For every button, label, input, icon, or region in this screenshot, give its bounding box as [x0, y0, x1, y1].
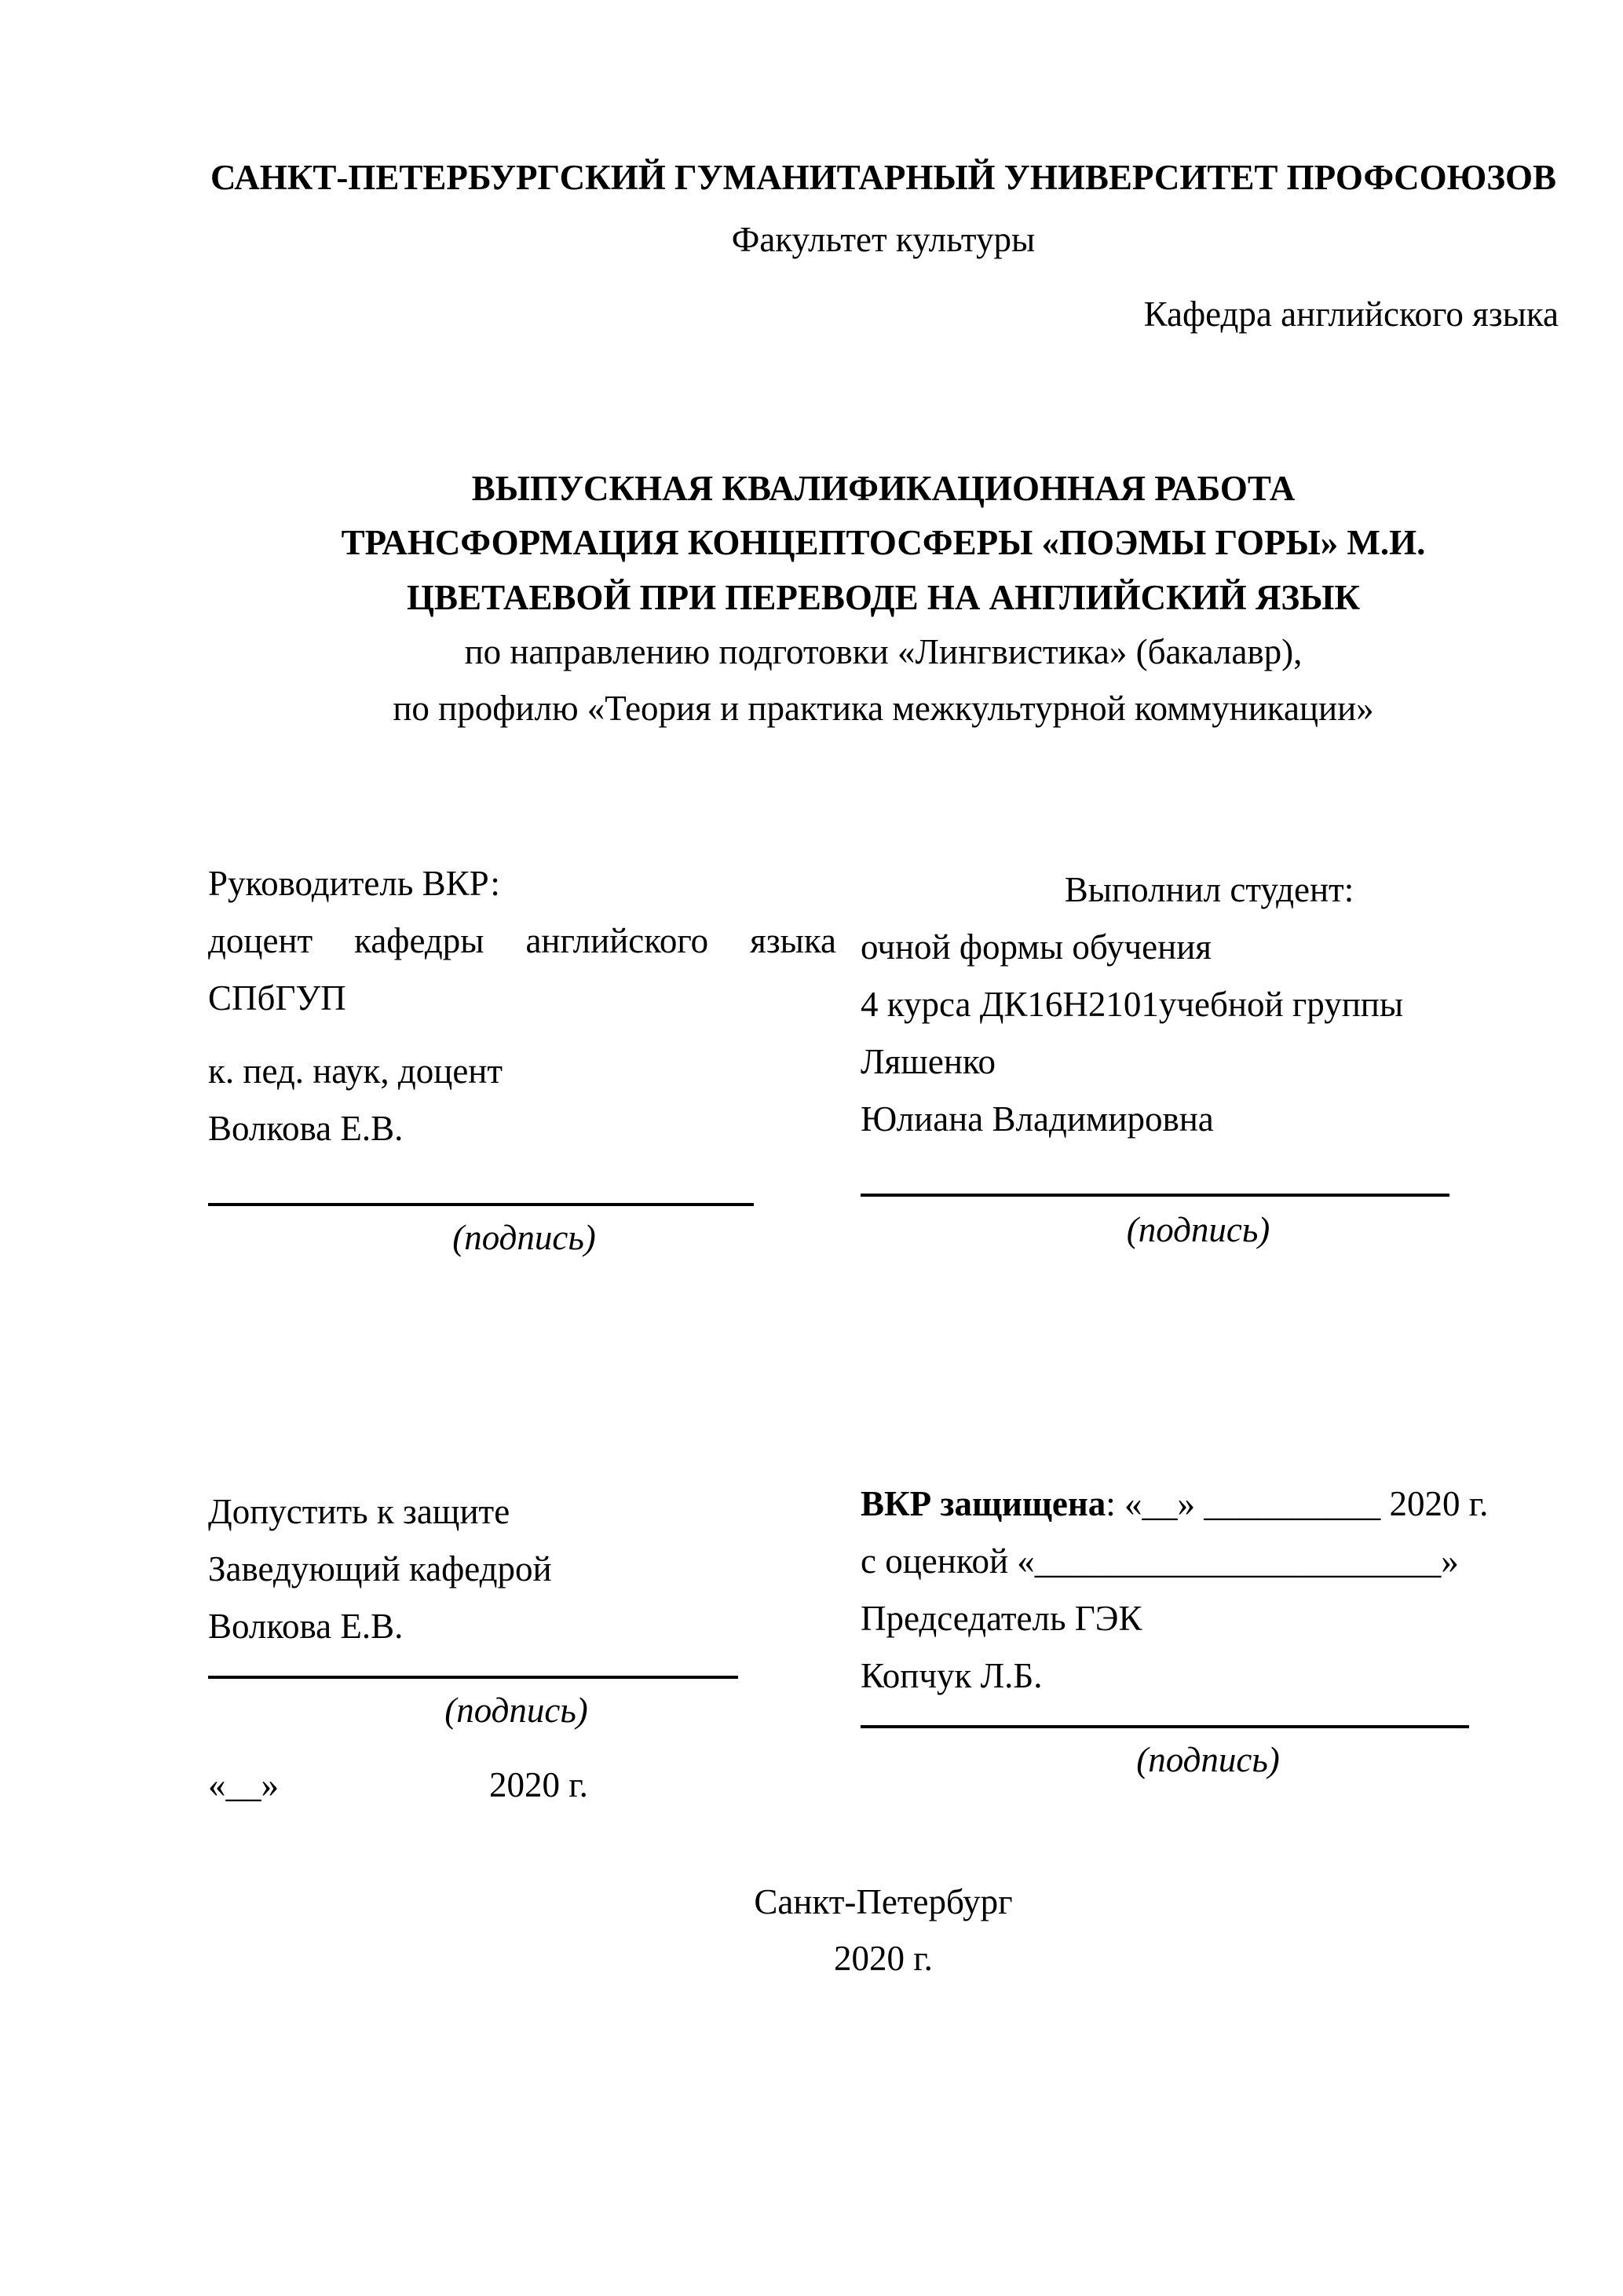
defense-date-line [861, 1475, 1489, 1533]
defense-grade-line: с оценкой «_______________________» [861, 1541, 1459, 1581]
supervisor-section [208, 855, 836, 1267]
defense-label: ВКР защищена [861, 1484, 1106, 1523]
defense-chairman-name: Копчук Л.Б. [861, 1656, 1043, 1695]
defense-chairman-title: Председатель ГЭК [861, 1599, 1142, 1638]
student-last-name: Ляшенко [861, 1042, 996, 1081]
student-label: Выполнил студент: [1064, 870, 1354, 909]
defense-signature-caption: (подпись) [1136, 1740, 1280, 1779]
supervisor-signature-caption: (подпись) [452, 1218, 596, 1257]
footer-city: Санкт-Петербург [754, 1882, 1013, 1921]
student-study-form: очной формы обучения [861, 927, 1212, 967]
faculty-name: Факультет культуры [731, 220, 1036, 259]
admission-permit-line: Допустить к защите [208, 1492, 510, 1531]
student-signature-line [861, 1148, 1449, 1197]
supervisor-signature-line [208, 1157, 754, 1206]
work-type-heading: ВЫПУСКНАЯ КВАЛИФИКАЦИОННАЯ РАБОТА [471, 469, 1296, 508]
admission-name: Волкова Е.В. [208, 1607, 404, 1646]
thesis-title [208, 515, 1559, 625]
defense-section [861, 1475, 1489, 1789]
supervisor-label: Руководитель ВКР: [208, 864, 500, 903]
admission-date-row [208, 1757, 836, 1814]
student-section [861, 855, 1481, 1259]
supervisor-position-word: доцент [208, 921, 313, 960]
university-name: САНКТ-ПЕТЕРБУРГСКИЙ ГУМАНИТАРНЫЙ УНИВЕРСИТЕТ ПРОФСОЮЗОВ [210, 158, 1557, 197]
admission-date-quote: «__» [208, 1765, 279, 1804]
supervisor-name: Волкова Е.В. [208, 1109, 404, 1148]
supervisor-position-word: языка [750, 921, 836, 960]
supervisor-organization: СПбГУП [208, 978, 346, 1018]
profile-line: по профилю «Теория и практика межкультурной коммуникации» [393, 689, 1374, 728]
supervisor-degree: к. пед. наук, доцент [208, 1051, 503, 1091]
admission-head-line: Заведующий кафедрой [208, 1549, 552, 1589]
student-group: 4 курса ДК16Н2101учебной группы [861, 985, 1404, 1024]
admission-date-year: 2020 г. [489, 1765, 588, 1804]
admission-section [208, 1475, 836, 1814]
student-first-middle-name: Юлиана Владимировна [861, 1099, 1214, 1139]
thesis-title-text: ТРАНСФОРМАЦИЯ КОНЦЕПТОСФЕРЫ «ПОЭМЫ ГОРЫ» М.И. ЦВЕТАЕВОЙ ПРИ ПЕРЕВОДЕ НА АНГЛИЙСКИЙ ЯЗЫК [341, 523, 1426, 617]
department-name: Кафедра английского языка [1143, 294, 1559, 334]
footer-year: 2020 г. [834, 1939, 933, 1978]
admission-signature-caption: (подпись) [444, 1691, 588, 1730]
approval-block [208, 1475, 1559, 1814]
supervisor-position-word: кафедры [354, 921, 484, 960]
supervisor-position-word: английского [525, 921, 709, 960]
defense-date-blank: : «__» __________ 2020 г. [1106, 1484, 1489, 1523]
supervisor-position [208, 912, 836, 970]
signatures-block [208, 855, 1559, 1267]
student-signature-caption: (подпись) [1126, 1210, 1270, 1249]
program-line: по направлению подготовки «Лингвистика» (бакалавр), [464, 632, 1303, 671]
